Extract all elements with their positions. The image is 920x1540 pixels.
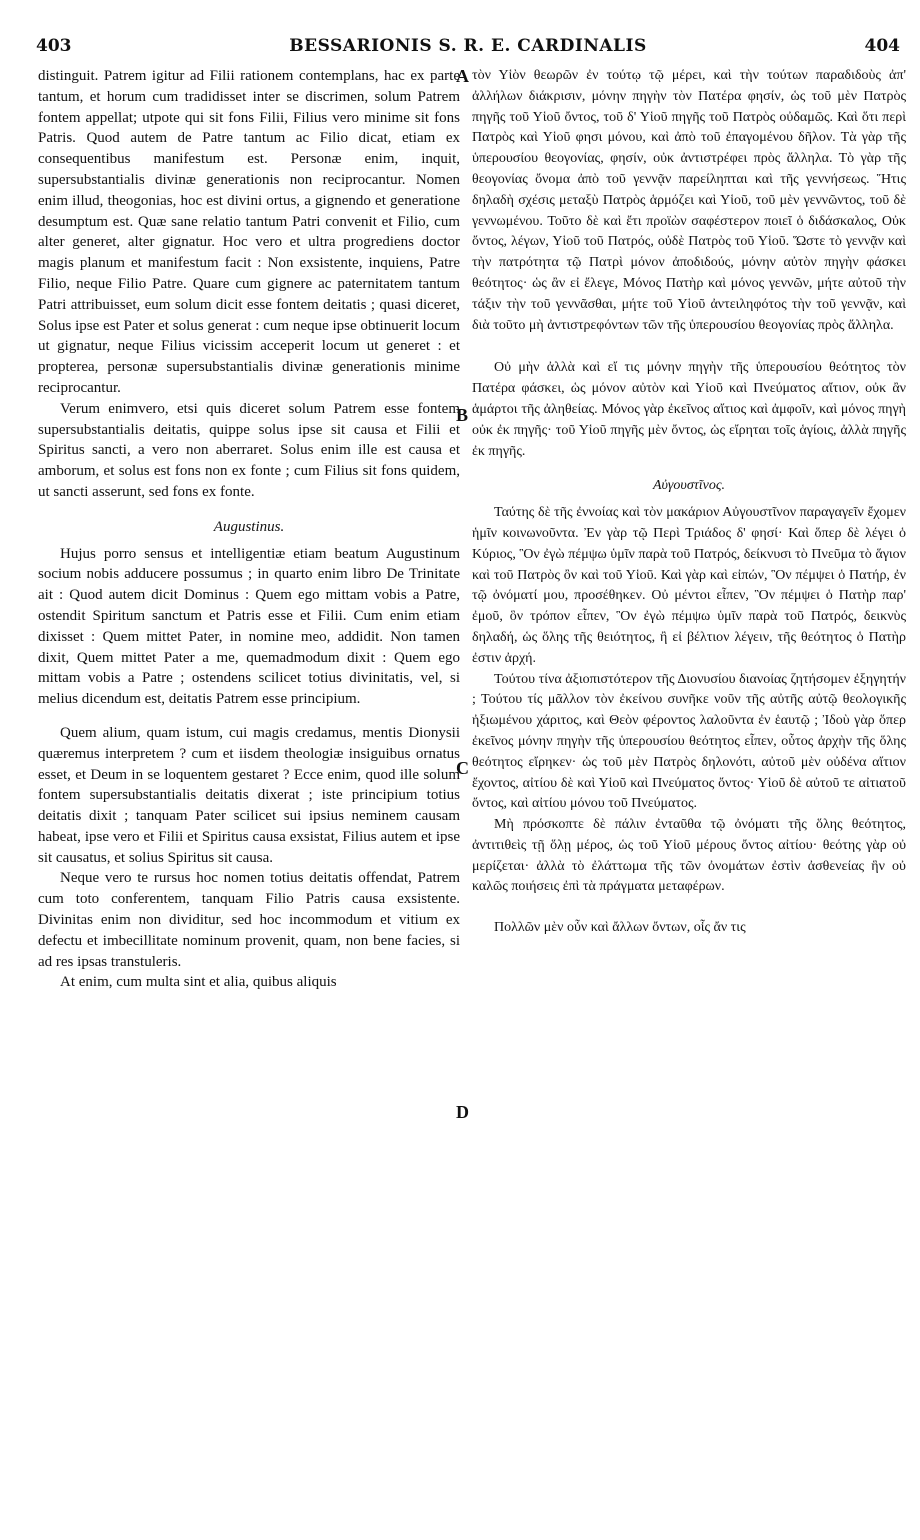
latin-paragraph: Neque vero te rursus hoc nomen totius deitatis offendat, Patrem cum toto conferentem, tanquam Filio Patris causa exsistente. Divinitas enim non dividitur, sed hoc incommodum et vitium ex defectu et imbecillitate nominum provenit, quam, non bene facies, si ad res ipsas transtuleris. (38, 870, 460, 970)
greek-paragraph: Μὴ πρόσκοπτε δὲ πάλιν ἐνταῦθα τῷ ὀνόματι τῆς ὅλης θεότητος, ἀντιτιθεὶς τῇ ὅλῃ μέρος, ὡς τοῦ Υἱοῦ μέρους ὄντος αἰτίου· θεότης γὰρ οὐ μερίζεται· ἀλλὰ τὸ ἐλάττωμα τῆς τῶν ὀνομάτων ἐστὶν ἀσθενείας ἣν οὐ καλῶς ποιήσεις ἐπὶ τὰ πράγματα μεταφέρων. (472, 817, 906, 895)
page-header (36, 36, 900, 58)
latin-paragraph: Hujus porro sensus et intelligentiæ etiam beatum Augustinum socium nobis adducere possumus ; in quarto enim libro De Trinitate ait : Quod autem dicit Dominus : Quem ego mittam vobis a Patre, ostendit Spiritum sanctum et Patris esse et Filii. Cum enim etiam dixisset : Quem mittet Pater, in nomine meo, addidit. Non tamen dixit, Quem mittet Pater a me, quemadmodum dixit : Quem ego mittam vobis a Patre ; ostendens scilicet totius divinitatis, vel, si melius dicendum est, deitatis Patrem esse principium. (38, 545, 460, 708)
margin-letter-d: D (456, 1102, 469, 1122)
greek-paragraph: Πολλῶν μὲν οὖν καὶ ἄλλων ὄντων, οἷς ἄν τις (494, 920, 746, 936)
running-title: BESSARIONIS S. R. E. CARDINALIS (289, 36, 647, 56)
latin-paragraph: distinguit. Patrem igitur ad Filii rationem contemplans, hac ex parte tantum, et horum cum tradidisset inter se discrimen, solum Patrem fontem appellat; utpote qui sit fons Filii, Filius vero minime sit fons Patris. Quod autem de Patre tantum ac Filio dicat, etiam ex consequentibus manifestum est. Personæ enim, inquit, supersubstantialis divinæ generationis non reciprocantur. Nomen enim illud, theogonias, hoc est divini ortus, a gignendo et generatione desumptum est. Quæ sane relatio tantum Patri convenit et Filio, cum alter generet, alter gignatur. Hoc vero et ultra progrediens doctor magis planum et manifestum facit : Non exsistente, inquiens, Patre Filio, neque Filio Patre. Quare cum gignere ac paternitatem tantum Patri attribuisset, eum solum dicit esse fontem deitatis ; quasi diceret, Solus ipse est Pater et solus generat : cum neque ipse obtinuerit locum ut gignatur, neque Filius vicissim acceperit locum ut generet : et propterea, personæ supersubstantialis divinæ generationis minime reciprocantur. (38, 68, 460, 396)
page-number-left: 403 (36, 36, 72, 56)
greek-paragraph: Οὐ μὴν ἀλλὰ καὶ εἴ τις μόνην πηγὴν τῆς ὑπερουσίου θεότητος τὸν Πατέρα φάσκει, ὡς μόνον αὐτὸν καὶ Υἱοῦ καὶ Πνεύματος αἴτιον, οὐκ ἂν ἁμάρτοι τῆς ἀληθείας. Μόνος γὰρ ἐκεῖνος αἴτιος καὶ ἀμφοῖν, καὶ μόνος πηγὴ οὐκ ἐκ πηγῆς· τοῦ Υἱοῦ πηγῆς μὲν ὄντος, ὡς εἴρηται τοῖς ἁγίοις, ἀλλὰ πηγῆς ἐκ πηγῆς. (472, 360, 906, 459)
page-number-right: 404 (864, 36, 900, 56)
greek-paragraph: τὸν Υἱὸν θεωρῶν ἐν τούτῳ τῷ μέρει, καὶ τὴν τούτων παραδιδοὺς ἀπ' ἀλλήλων διάκρισιν, μόνην πηγὴν τὸν Πατέρα φησίν, ὡς τοῦ μὲν Πατρὸς πηγῆς τοῦ Υἱοῦ ὄντος, τοῦ δ' Υἱοῦ πηγῆς τοῦ Πατρὸς οὐδαμῶς. Καὶ ὅτι περὶ Πατρὸς καὶ Υἱοῦ φησι μόνου, καὶ ἀπὸ τοῦ ἐπαγομένου δῆλον. Τὰ γὰρ τῆς ὑπερουσίου θεογονίας, φησίν, οὐκ ἀντιστρέφει πρὸς ἄλληλα. Τὸ γὰρ τῆς θεογονίας ὄνομα ἀπὸ τοῦ γεννᾷν παρείληπται καὶ τῆς γεννήσεως. Ἥτις δηλαδὴ σχέσις μεταξὺ Πατρὸς ἁρμόζει καὶ Υἱοῦ, τοῦ μὲν γεννῶντος, τοῦ δὲ γεννωμένου. Τοῦτο δὲ καὶ ἔτι προϊὼν σαφέστερον ποιεῖ ὁ διδάσκαλος, Οὐκ ὄντος, λέγων, Υἱοῦ τοῦ Πατρός, οὐδὲ Πατρὸς τοῦ Υἱοῦ. Ὥστε τὸ γεννᾷν καὶ τὴν πατρότητα τῷ Πατρὶ μόνον ἀποδιδούς, μόνην αὐτὸν πηγὴν φάσκει θεότητος· ὡς ἂν εἰ ἔλεγε, Μόνος Πατὴρ καὶ μόνος γεννῶν, μήτε αὐτοῦ τὴν τάξιν τὴν τοῦ γεννᾶσθαι, μήτε τοῦ Υἱοῦ ἀντειληφότος τὴν τοῦ γεννᾷν, καὶ διὰ τοῦτο μὴ ἀντιστρεφόντων τῶν τῆς ὑπερουσίου θεογονίας πρὸς ἄλληλα. (472, 68, 906, 333)
latin-column (38, 66, 460, 993)
greek-column (472, 66, 906, 939)
latin-section-title: Augustinus. (213, 518, 285, 535)
margin-letter-b: B (456, 405, 469, 425)
latin-paragraph: Quem alium, quam istum, cui magis credamus, mentis Dionysii quæremus interpretem ? cum et iisdem theologiæ insiguibus ornatus esset, et Deum in se loquentem gestaret ? Ecce enim, quod ille solum fontem supersubstantialis deitatis dixerat ; iste principium totius deitatis dixit ; tanquam Pater scilicet sui ipsius neminem causam habeat, ipse vero et Filii et Spiritus causa exsistat, Filius autem et ipse sit causatus, et solius Spiritus sit causa. (38, 724, 460, 866)
greek-section-title: Αὐγουστῖνος. (652, 478, 726, 494)
greek-paragraph: Τούτου τίνα ἀξιοπιστότερον τῆς Διονυσίου διανοίας ζητήσομεν ἐξηγητήν ; Τούτου τίς μᾶλλον τὸν ἐκείνου συνῆκε νοῦν τῆς αὐτῆς αὐτῷ θεολογικῆς ἠξιωμένου χάριτος, καὶ Θεὸν φέροντος λαλοῦντα ἐν ἑαυτῷ ; Ἰδοὺ γὰρ ὅπερ ἐκεῖνος μόνην πηγὴν τῆς ὑπερουσίου θεότητος εἶπεν, οὗτος ἀρχὴν τῆς ὅλης θεότητος εἴρηκεν· ὡς τοῦ μὲν Πατρὸς δηλονότι, αὐτοῦ μὲν οὐδένα αἴτιον ἔχοντος, αἰτίου δὲ καὶ Υἱοῦ καὶ Πνεύματος ὄντος· Υἱοῦ δὲ αὐτοῦ τε αἰτιατοῦ ὄντος, καὶ αἰτίου μόνου τοῦ Πνεύματος. (472, 671, 906, 812)
latin-paragraph: At enim, cum multa sint et alia, quibus aliquis (60, 974, 337, 991)
latin-paragraph: Verum enimvero, etsi quis diceret solum Patrem esse fontem supersubstantialis deitatis, quippe solus ipse sit causa et Filii et Spiritus sancti, a vero non aberraret. Solus enim ille est causa et amborum, et solus est fons non ex fonte ; cum Filius sit fons quidem, ut sancti asserunt, sed fons ex fonte. (38, 400, 460, 500)
margin-letter-a: A (456, 66, 469, 86)
greek-paragraph: Ταύτης δὲ τῆς ἐννοίας καὶ τὸν μακάριον Αὐγουστῖνον παραγαγεῖν ἔχομεν ἡμῖν κοινωνοῦντα. Ἐν γὰρ τῷ Περὶ Τριάδος δ' φησί· Καὶ ὅπερ δὲ λέγει ὁ Κύριος, Ὃν ἐγὼ πέμψω ὑμῖν παρὰ τοῦ Πατρός, δείκνυσι τὸ Πνεῦμα τὸ ἅγιον καὶ τοῦ Πατρὸς ὂν καὶ τοῦ Υἱοῦ. Καὶ γὰρ καὶ εἰπών, Ὃν πέμψει ὁ Πατήρ, ἐν τῷ ὀνόματί μου, προσέθηκεν. Οὐ μέντοι εἶπεν, Ὃν πέμψει ὁ Πατὴρ παρ' ἐμοῦ, ὃν τρόπον εἶπεν, Ὃν ἐγὼ πέμψω ὑμῖν παρὰ τοῦ Πατρός, δεικνὺς δηλαδή, ὡς ὅλης τῆς θειότητος, ἢ εἰ βέλτιον λέγειν, τῆς θεότητος ὁ Πατὴρ ἐστιν ἀρχή. (472, 505, 906, 666)
margin-letter-c: C (456, 758, 469, 778)
